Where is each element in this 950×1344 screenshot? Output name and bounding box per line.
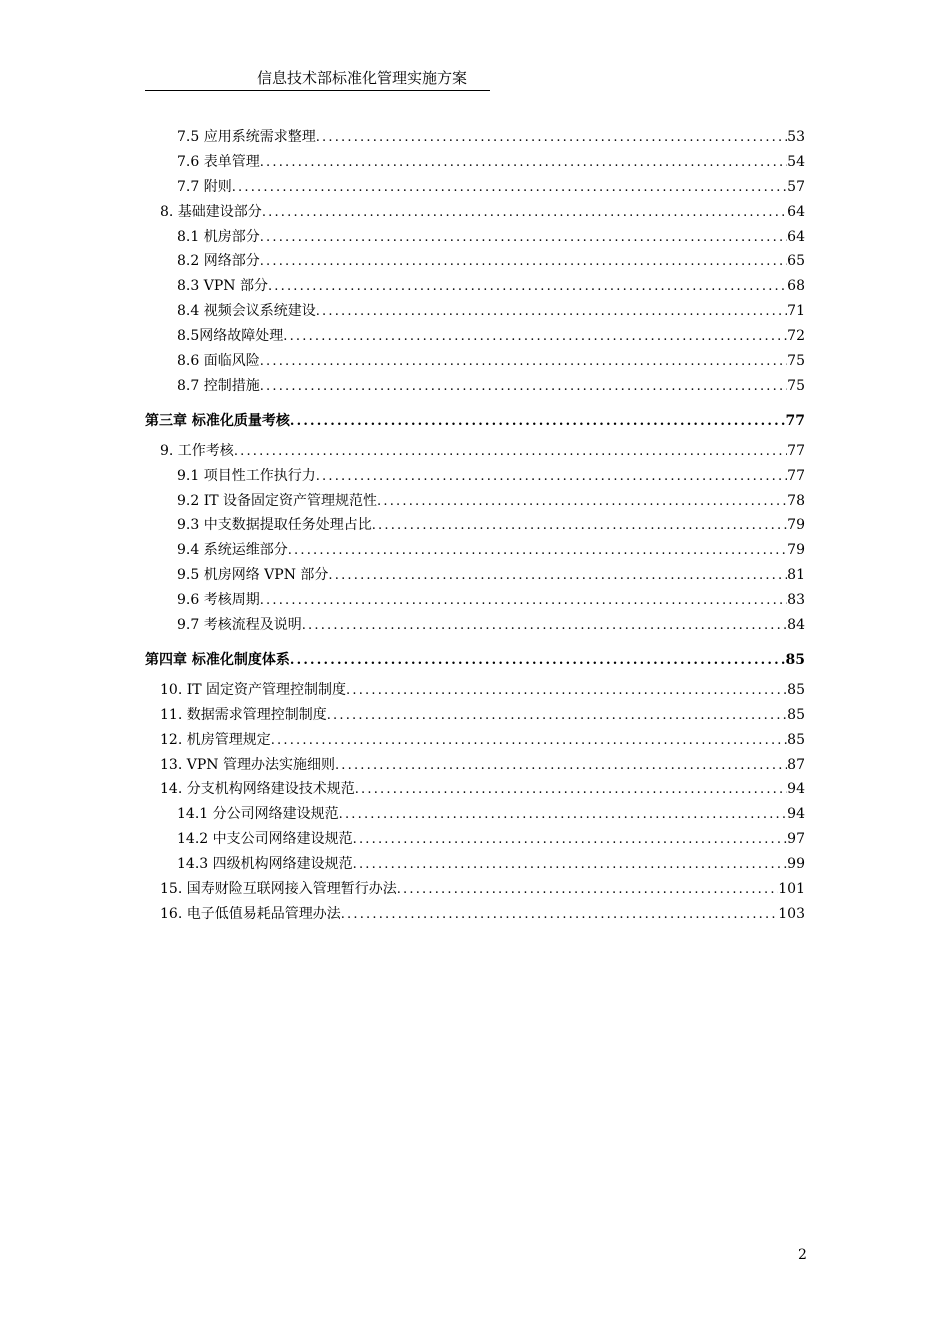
toc-entry-label: 10. IT 固定资产管理控制制度 [160,681,347,698]
toc-entry[interactable] [145,613,805,638]
toc-entry-label: 8.6 面临风险 [177,353,260,370]
toc-entry[interactable] [145,489,805,514]
toc-leader-dots [353,828,788,853]
toc-entry-page: 72 [787,328,805,345]
toc-entry-page: 85 [787,681,805,698]
toc-entry-page: 101 [778,881,805,898]
toc-entry-label: 9.7 考核流程及说明 [177,617,302,634]
toc-entry-page: 87 [787,756,805,773]
toc-leader-dots [260,350,787,375]
toc-entry-label: 9.5 机房网络 VPN 部分 [177,567,329,584]
toc-leader-dots [335,754,787,779]
toc-leader-dots [260,226,787,251]
toc-leader-dots [316,126,787,151]
toc-entry-page: 65 [787,253,805,270]
toc-leader-dots [341,903,779,928]
toc-entry-label: 8.5网络故障处理 [177,328,284,345]
toc-entry-label: 14.2 中支公司网络建设规范 [177,831,353,848]
toc-entry-label: 15. 国寿财险互联网接入管理暂行办法 [160,881,397,898]
toc-entry[interactable] [145,753,805,778]
toc-leader-dots [372,514,787,539]
toc-entry-label: 8.7 控制措施 [177,377,260,394]
toc-entry-label: 8.1 机房部分 [177,228,260,245]
toc-entry-label: 第三章 标准化质量考核 [145,412,290,429]
toc-chapter-entry[interactable] [145,643,805,677]
toc-entry[interactable] [145,877,805,902]
toc-entry-label: 8. 基础建设部分 [160,203,262,220]
page-header [145,68,490,91]
toc-leader-dots [353,853,788,878]
toc-entry[interactable] [145,703,805,728]
toc-entry[interactable] [145,464,805,489]
toc-entry-label: 14.1 分公司网络建设规范 [177,806,339,823]
toc-entry[interactable] [145,563,805,588]
toc-leader-dots [260,375,787,400]
toc-chapter-entry[interactable] [145,404,805,438]
toc-entry-page: 53 [787,129,805,145]
toc-entry-label: 7.6 表单管理 [177,153,260,170]
toc-entry-page: 94 [787,806,805,823]
toc-entry-page: 99 [787,856,805,873]
toc-entry-page: 77 [785,412,805,429]
toc-leader-dots [260,589,787,614]
toc-leader-dots [355,778,787,803]
toc-leader-dots [290,644,786,678]
toc-leader-dots [288,539,787,564]
toc-entry-page: 64 [787,228,805,245]
toc-leader-dots [290,405,786,439]
toc-entry-page: 79 [787,542,805,559]
toc-entry[interactable] [145,678,805,703]
toc-leader-dots [260,151,787,176]
toc-entry-label: 16. 电子低值易耗品管理办法 [160,905,341,922]
toc-leader-dots [316,300,787,325]
toc-entry[interactable] [145,588,805,613]
toc-entry[interactable] [145,299,805,324]
toc-entry-page: 71 [787,303,805,320]
toc-entry-label: 14.3 四级机构网络建设规范 [177,856,353,873]
toc-entry[interactable] [145,538,805,563]
toc-entry-page: 85 [787,731,805,748]
toc-entry-page: 83 [787,592,805,609]
toc-entry[interactable] [145,728,805,753]
toc-leader-dots [377,490,787,515]
toc-entry-label: 7.5 应用系统需求整理 [177,129,316,145]
toc-leader-dots [339,803,788,828]
toc-entry-label: 8.2 网络部分 [177,253,260,270]
toc-entry-page: 103 [778,905,805,922]
toc-entry-page: 57 [787,178,805,195]
toc-entry-page: 77 [787,442,805,459]
toc-entry-page: 85 [787,706,805,723]
page-number: 2 [798,1247,807,1263]
toc-entry[interactable] [145,175,805,200]
toc-leader-dots [271,729,787,754]
toc-leader-dots [327,704,787,729]
toc-entry[interactable] [145,225,805,250]
toc-entry[interactable] [145,777,805,802]
toc-entry-page: 54 [787,153,805,170]
toc-entry[interactable] [145,439,805,464]
toc-entry-label: 11. 数据需求管理控制制度 [160,706,327,723]
toc-entry-label: 9.4 系统运维部分 [177,542,288,559]
toc-entry[interactable] [145,274,805,299]
toc-leader-dots [397,878,779,903]
table-of-contents [145,125,805,927]
toc-entry-label: 7.7 附则 [177,178,232,195]
toc-entry-label: 14. 分支机构网络建设技术规范 [160,781,355,798]
toc-leader-dots [302,614,787,639]
toc-entry-label: 9.1 项目性工作执行力 [177,467,316,484]
toc-leader-dots [232,176,787,201]
toc-entry-page: 75 [787,353,805,370]
toc-entry[interactable] [145,902,805,927]
toc-entry-label: 9. 工作考核 [160,442,234,459]
toc-entry[interactable] [145,513,805,538]
toc-entry-label: 9.2 IT 设备固定资产管理规范性 [177,492,378,509]
toc-entry[interactable] [145,827,805,852]
toc-leader-dots [283,325,787,350]
toc-leader-dots [268,275,787,300]
toc-entry-page: 68 [787,278,805,295]
toc-leader-dots [234,440,787,465]
toc-leader-dots [260,250,787,275]
toc-entry-page: 85 [785,651,805,668]
toc-entry-label: 第四章 标准化制度体系 [145,651,290,668]
toc-leader-dots [316,465,787,490]
document-title: 信息技术部标准化管理实施方案 [257,69,468,87]
toc-entry-page: 75 [787,377,805,394]
toc-entry-label: 13. VPN 管理办法实施细则 [160,756,335,773]
toc-entry-page: 78 [787,492,805,509]
toc-entry-page: 64 [787,203,805,220]
toc-entry[interactable] [145,374,805,399]
toc-entry[interactable] [145,200,805,225]
toc-entry-page: 77 [787,467,805,484]
toc-leader-dots [262,201,787,226]
toc-entry[interactable] [145,150,805,175]
toc-entry-label: 8.3 VPN 部分 [177,278,268,295]
toc-entry-page: 97 [787,831,805,848]
toc-entry-label: 12. 机房管理规定 [160,731,271,748]
toc-leader-dots [328,564,787,589]
toc-entry-label: 8.4 视频会议系统建设 [177,303,316,320]
toc-entry-page: 79 [787,517,805,534]
toc-entry-page: 94 [787,781,805,798]
toc-entry[interactable] [145,249,805,274]
toc-entry-label: 9.3 中支数据提取任务处理占比 [177,517,372,534]
toc-entry-page: 84 [787,617,805,634]
toc-entry[interactable] [145,125,805,150]
toc-entry[interactable] [145,852,805,877]
toc-entry-page: 81 [787,567,805,584]
toc-entry-label: 9.6 考核周期 [177,592,260,609]
toc-entry[interactable] [145,802,805,827]
toc-leader-dots [346,679,787,704]
toc-entry[interactable] [145,349,805,374]
toc-entry[interactable] [145,324,805,349]
